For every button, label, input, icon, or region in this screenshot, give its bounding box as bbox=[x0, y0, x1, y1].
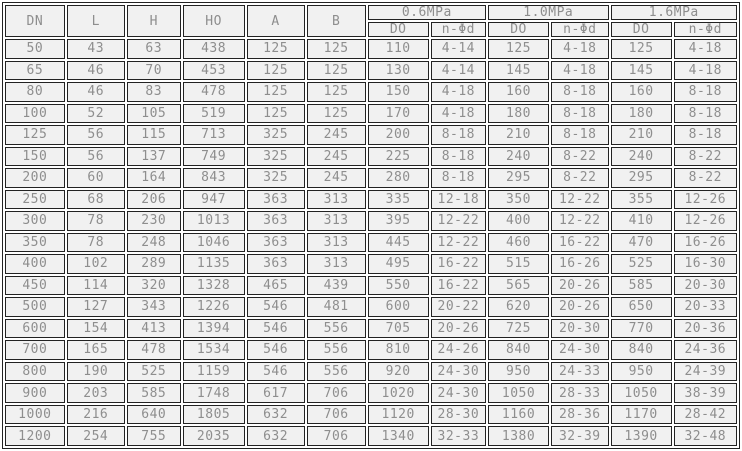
col-header-do-06: DO bbox=[368, 22, 429, 37]
table-cell: 295 bbox=[611, 168, 672, 188]
table-cell: 350 bbox=[5, 233, 65, 253]
table-cell: 245 bbox=[307, 125, 366, 145]
table-cell: 410 bbox=[611, 211, 672, 231]
table-cell: 1170 bbox=[611, 405, 672, 425]
table-cell: 810 bbox=[368, 340, 429, 360]
table-cell: 413 bbox=[127, 319, 181, 339]
table-cell: 16-26 bbox=[674, 233, 737, 253]
table-cell: 230 bbox=[127, 211, 181, 231]
table-cell: 700 bbox=[5, 340, 65, 360]
table-cell: 705 bbox=[368, 319, 429, 339]
table-cell: 216 bbox=[67, 405, 125, 425]
table-cell: 1380 bbox=[488, 426, 549, 446]
table-cell: 145 bbox=[488, 61, 549, 81]
table-row bbox=[5, 147, 737, 167]
table-cell: 620 bbox=[488, 297, 549, 317]
table-cell: 20-36 bbox=[674, 319, 737, 339]
table-cell: 50 bbox=[5, 39, 65, 59]
table-cell: 24-30 bbox=[431, 362, 486, 382]
table-cell: 245 bbox=[307, 168, 366, 188]
table-row bbox=[5, 254, 737, 274]
table-cell: 1226 bbox=[183, 297, 245, 317]
table-cell: 20-30 bbox=[674, 276, 737, 296]
table-row bbox=[5, 319, 737, 339]
table-cell: 295 bbox=[488, 168, 549, 188]
col-header-do-16: DO bbox=[611, 22, 672, 37]
table-cell: 137 bbox=[127, 147, 181, 167]
table-cell: 4-18 bbox=[674, 61, 737, 81]
table-cell: 8-18 bbox=[551, 104, 608, 124]
table-cell: 164 bbox=[127, 168, 181, 188]
table-cell: 38-39 bbox=[674, 383, 737, 403]
table-cell: 200 bbox=[5, 168, 65, 188]
table-cell: 900 bbox=[5, 383, 65, 403]
table-cell: 313 bbox=[307, 254, 366, 274]
table-cell: 840 bbox=[488, 340, 549, 360]
table-cell: 8-18 bbox=[431, 168, 486, 188]
table-cell: 706 bbox=[307, 426, 366, 446]
col-header-dn: DN bbox=[5, 5, 65, 37]
table-cell: 12-22 bbox=[431, 233, 486, 253]
table-cell: 565 bbox=[488, 276, 549, 296]
table-row bbox=[5, 168, 737, 188]
table-cell: 4-14 bbox=[431, 39, 486, 59]
table-cell: 12-18 bbox=[431, 190, 486, 210]
table-cell: 20-22 bbox=[431, 297, 486, 317]
table-cell: 350 bbox=[488, 190, 549, 210]
table-cell: 600 bbox=[5, 319, 65, 339]
table-cell: 460 bbox=[488, 233, 549, 253]
table-cell: 24-36 bbox=[674, 340, 737, 360]
table-cell: 125 bbox=[307, 39, 366, 59]
table-cell: 254 bbox=[67, 426, 125, 446]
table-cell: 950 bbox=[488, 362, 549, 382]
table-cell: 56 bbox=[67, 147, 125, 167]
table-cell: 16-26 bbox=[551, 254, 608, 274]
table-cell: 52 bbox=[67, 104, 125, 124]
table-cell: 248 bbox=[127, 233, 181, 253]
table-cell: 125 bbox=[247, 39, 305, 59]
table-cell: 160 bbox=[488, 82, 549, 102]
table-cell: 24-33 bbox=[551, 362, 608, 382]
table-cell: 20-30 bbox=[551, 319, 608, 339]
table-cell: 706 bbox=[307, 405, 366, 425]
table-cell: 8-18 bbox=[551, 125, 608, 145]
table-cell: 546 bbox=[247, 362, 305, 382]
table-cell: 525 bbox=[127, 362, 181, 382]
table-cell: 400 bbox=[488, 211, 549, 231]
table-cell: 650 bbox=[611, 297, 672, 317]
table-body bbox=[5, 39, 737, 446]
table-cell: 1013 bbox=[183, 211, 245, 231]
table-cell: 470 bbox=[611, 233, 672, 253]
table-cell: 145 bbox=[611, 61, 672, 81]
table-cell: 8-18 bbox=[431, 125, 486, 145]
table-cell: 320 bbox=[127, 276, 181, 296]
table-cell: 8-18 bbox=[674, 104, 737, 124]
table-cell: 947 bbox=[183, 190, 245, 210]
table-cell: 1020 bbox=[368, 383, 429, 403]
table-cell: 8-18 bbox=[674, 82, 737, 102]
table-cell: 1160 bbox=[488, 405, 549, 425]
table-cell: 325 bbox=[247, 147, 305, 167]
table-cell: 1159 bbox=[183, 362, 245, 382]
table-cell: 445 bbox=[368, 233, 429, 253]
table-cell: 80 bbox=[5, 82, 65, 102]
table-cell: 24-39 bbox=[674, 362, 737, 382]
table-cell: 114 bbox=[67, 276, 125, 296]
table-cell: 325 bbox=[247, 168, 305, 188]
table-cell: 755 bbox=[127, 426, 181, 446]
table-cell: 225 bbox=[368, 147, 429, 167]
table-row bbox=[5, 233, 737, 253]
table-cell: 1000 bbox=[5, 405, 65, 425]
table-cell: 525 bbox=[611, 254, 672, 274]
table-cell: 46 bbox=[67, 82, 125, 102]
pressure-group-header-06mpa: 0.6MPa bbox=[368, 5, 486, 20]
table-cell: 713 bbox=[183, 125, 245, 145]
table-cell: 165 bbox=[67, 340, 125, 360]
table-cell: 8-18 bbox=[431, 147, 486, 167]
table-cell: 32-39 bbox=[551, 426, 608, 446]
table-cell: 56 bbox=[67, 125, 125, 145]
table-cell: 180 bbox=[488, 104, 549, 124]
table-cell: 4-18 bbox=[431, 82, 486, 102]
table-cell: 8-22 bbox=[674, 168, 737, 188]
table-cell: 60 bbox=[67, 168, 125, 188]
table-cell: 1050 bbox=[488, 383, 549, 403]
table-cell: 125 bbox=[247, 104, 305, 124]
table-cell: 125 bbox=[307, 104, 366, 124]
table-cell: 125 bbox=[488, 39, 549, 59]
table-cell: 515 bbox=[488, 254, 549, 274]
table-cell: 706 bbox=[307, 383, 366, 403]
table-cell: 127 bbox=[67, 297, 125, 317]
table-cell: 556 bbox=[307, 319, 366, 339]
table-cell: 313 bbox=[307, 190, 366, 210]
table-cell: 28-33 bbox=[551, 383, 608, 403]
table-cell: 439 bbox=[307, 276, 366, 296]
table-cell: 78 bbox=[67, 211, 125, 231]
table-cell: 519 bbox=[183, 104, 245, 124]
table-cell: 363 bbox=[247, 190, 305, 210]
table-cell: 632 bbox=[247, 405, 305, 425]
table-cell: 556 bbox=[307, 340, 366, 360]
table-cell: 550 bbox=[368, 276, 429, 296]
table-cell: 20-33 bbox=[674, 297, 737, 317]
table-cell: 395 bbox=[368, 211, 429, 231]
table-cell: 100 bbox=[5, 104, 65, 124]
table-cell: 12-26 bbox=[674, 211, 737, 231]
table-cell: 20-26 bbox=[551, 276, 608, 296]
table-cell: 240 bbox=[611, 147, 672, 167]
table-cell: 250 bbox=[5, 190, 65, 210]
table-cell: 2035 bbox=[183, 426, 245, 446]
table-cell: 78 bbox=[67, 233, 125, 253]
table-cell: 840 bbox=[611, 340, 672, 360]
table-cell: 70 bbox=[127, 61, 181, 81]
table-cell: 28-42 bbox=[674, 405, 737, 425]
table-cell: 363 bbox=[247, 233, 305, 253]
table-row bbox=[5, 125, 737, 145]
table-cell: 8-18 bbox=[674, 125, 737, 145]
table-row bbox=[5, 405, 737, 425]
table-cell: 206 bbox=[127, 190, 181, 210]
table-cell: 32-48 bbox=[674, 426, 737, 446]
table-header bbox=[5, 5, 737, 37]
table-row bbox=[5, 211, 737, 231]
table-cell: 1328 bbox=[183, 276, 245, 296]
col-header-nfd-10: n-Φd bbox=[551, 22, 608, 37]
table-cell: 102 bbox=[67, 254, 125, 274]
table-cell: 46 bbox=[67, 61, 125, 81]
table-cell: 478 bbox=[183, 82, 245, 102]
table-cell: 24-26 bbox=[431, 340, 486, 360]
table-cell: 125 bbox=[5, 125, 65, 145]
table-row bbox=[5, 82, 737, 102]
table-cell: 20-26 bbox=[431, 319, 486, 339]
col-header-ho: HO bbox=[183, 5, 245, 37]
col-header-b: B bbox=[307, 5, 366, 37]
table-cell: 68 bbox=[67, 190, 125, 210]
table-cell: 600 bbox=[368, 297, 429, 317]
table-cell: 203 bbox=[67, 383, 125, 403]
table-cell: 12-22 bbox=[431, 211, 486, 231]
header-row-groups bbox=[5, 5, 737, 20]
table-cell: 20-26 bbox=[551, 297, 608, 317]
table-cell: 8-22 bbox=[674, 147, 737, 167]
table-row bbox=[5, 297, 737, 317]
table-cell: 110 bbox=[368, 39, 429, 59]
table-cell: 12-26 bbox=[674, 190, 737, 210]
table-cell: 438 bbox=[183, 39, 245, 59]
table-cell: 43 bbox=[67, 39, 125, 59]
table-cell: 65 bbox=[5, 61, 65, 81]
table-cell: 1394 bbox=[183, 319, 245, 339]
table-cell: 465 bbox=[247, 276, 305, 296]
table-row bbox=[5, 362, 737, 382]
table-cell: 749 bbox=[183, 147, 245, 167]
table-cell: 8-22 bbox=[551, 168, 608, 188]
table-cell: 546 bbox=[247, 319, 305, 339]
table-cell: 1748 bbox=[183, 383, 245, 403]
table-row bbox=[5, 61, 737, 81]
table-cell: 4-18 bbox=[431, 104, 486, 124]
table-cell: 617 bbox=[247, 383, 305, 403]
table-cell: 28-30 bbox=[431, 405, 486, 425]
table-cell: 1390 bbox=[611, 426, 672, 446]
table-cell: 8-22 bbox=[551, 147, 608, 167]
col-header-h: H bbox=[127, 5, 181, 37]
table-cell: 150 bbox=[5, 147, 65, 167]
table-row bbox=[5, 340, 737, 360]
table-cell: 313 bbox=[307, 233, 366, 253]
table-cell: 640 bbox=[127, 405, 181, 425]
dimension-spec-table bbox=[2, 2, 740, 449]
table-cell: 400 bbox=[5, 254, 65, 274]
table-cell: 450 bbox=[5, 276, 65, 296]
table-cell: 300 bbox=[5, 211, 65, 231]
table-cell: 240 bbox=[488, 147, 549, 167]
pressure-group-header-16mpa: 1.6MPa bbox=[611, 5, 737, 20]
table-cell: 355 bbox=[611, 190, 672, 210]
table-cell: 150 bbox=[368, 82, 429, 102]
table-cell: 363 bbox=[247, 254, 305, 274]
table-cell: 632 bbox=[247, 426, 305, 446]
table-cell: 481 bbox=[307, 297, 366, 317]
table-cell: 170 bbox=[368, 104, 429, 124]
table-cell: 770 bbox=[611, 319, 672, 339]
table-cell: 325 bbox=[247, 125, 305, 145]
col-header-nfd-06: n-Φd bbox=[431, 22, 486, 37]
table-cell: 546 bbox=[247, 297, 305, 317]
table-cell: 210 bbox=[488, 125, 549, 145]
table-cell: 335 bbox=[368, 190, 429, 210]
table-cell: 280 bbox=[368, 168, 429, 188]
table-row bbox=[5, 426, 737, 446]
table-cell: 495 bbox=[368, 254, 429, 274]
table-row bbox=[5, 383, 737, 403]
table-cell: 190 bbox=[67, 362, 125, 382]
table-cell: 28-36 bbox=[551, 405, 608, 425]
table-cell: 1046 bbox=[183, 233, 245, 253]
table-cell: 289 bbox=[127, 254, 181, 274]
table-cell: 125 bbox=[247, 61, 305, 81]
table-row bbox=[5, 190, 737, 210]
table-cell: 556 bbox=[307, 362, 366, 382]
table-cell: 125 bbox=[307, 82, 366, 102]
table-cell: 1135 bbox=[183, 254, 245, 274]
table-cell: 16-22 bbox=[551, 233, 608, 253]
table-cell: 12-22 bbox=[551, 190, 608, 210]
table-cell: 725 bbox=[488, 319, 549, 339]
table-cell: 1120 bbox=[368, 405, 429, 425]
table-row bbox=[5, 276, 737, 296]
table-cell: 843 bbox=[183, 168, 245, 188]
table-cell: 160 bbox=[611, 82, 672, 102]
table-cell: 585 bbox=[611, 276, 672, 296]
table-cell: 154 bbox=[67, 319, 125, 339]
table-cell: 24-30 bbox=[551, 340, 608, 360]
table-cell: 1534 bbox=[183, 340, 245, 360]
col-header-l: L bbox=[67, 5, 125, 37]
table-cell: 4-18 bbox=[551, 61, 608, 81]
table-cell: 16-22 bbox=[431, 254, 486, 274]
table-cell: 63 bbox=[127, 39, 181, 59]
table-cell: 210 bbox=[611, 125, 672, 145]
table-cell: 920 bbox=[368, 362, 429, 382]
table-cell: 8-18 bbox=[551, 82, 608, 102]
table-cell: 125 bbox=[307, 61, 366, 81]
table-cell: 200 bbox=[368, 125, 429, 145]
pressure-group-header-10mpa: 1.0MPa bbox=[488, 5, 609, 20]
col-header-do-10: DO bbox=[488, 22, 549, 37]
table-cell: 4-14 bbox=[431, 61, 486, 81]
table-cell: 125 bbox=[611, 39, 672, 59]
table-cell: 1050 bbox=[611, 383, 672, 403]
table-cell: 125 bbox=[247, 82, 305, 102]
table-cell: 105 bbox=[127, 104, 181, 124]
table-cell: 130 bbox=[368, 61, 429, 81]
table-cell: 1200 bbox=[5, 426, 65, 446]
col-header-a: A bbox=[247, 5, 305, 37]
table-cell: 585 bbox=[127, 383, 181, 403]
table-cell: 343 bbox=[127, 297, 181, 317]
table-cell: 115 bbox=[127, 125, 181, 145]
table-cell: 453 bbox=[183, 61, 245, 81]
table-cell: 546 bbox=[247, 340, 305, 360]
table-cell: 363 bbox=[247, 211, 305, 231]
table-cell: 32-33 bbox=[431, 426, 486, 446]
table-cell: 1340 bbox=[368, 426, 429, 446]
table-cell: 4-18 bbox=[551, 39, 608, 59]
table-cell: 83 bbox=[127, 82, 181, 102]
table-cell: 478 bbox=[127, 340, 181, 360]
table-cell: 24-30 bbox=[431, 383, 486, 403]
table-cell: 500 bbox=[5, 297, 65, 317]
table-cell: 313 bbox=[307, 211, 366, 231]
table-row bbox=[5, 104, 737, 124]
table-cell: 4-18 bbox=[674, 39, 737, 59]
table-cell: 950 bbox=[611, 362, 672, 382]
table-cell: 1805 bbox=[183, 405, 245, 425]
table-cell: 16-22 bbox=[431, 276, 486, 296]
table-cell: 12-22 bbox=[551, 211, 608, 231]
table-row bbox=[5, 39, 737, 59]
col-header-nfd-16: n-Φd bbox=[674, 22, 737, 37]
table-cell: 245 bbox=[307, 147, 366, 167]
table-cell: 180 bbox=[611, 104, 672, 124]
table-cell: 800 bbox=[5, 362, 65, 382]
table-cell: 16-30 bbox=[674, 254, 737, 274]
